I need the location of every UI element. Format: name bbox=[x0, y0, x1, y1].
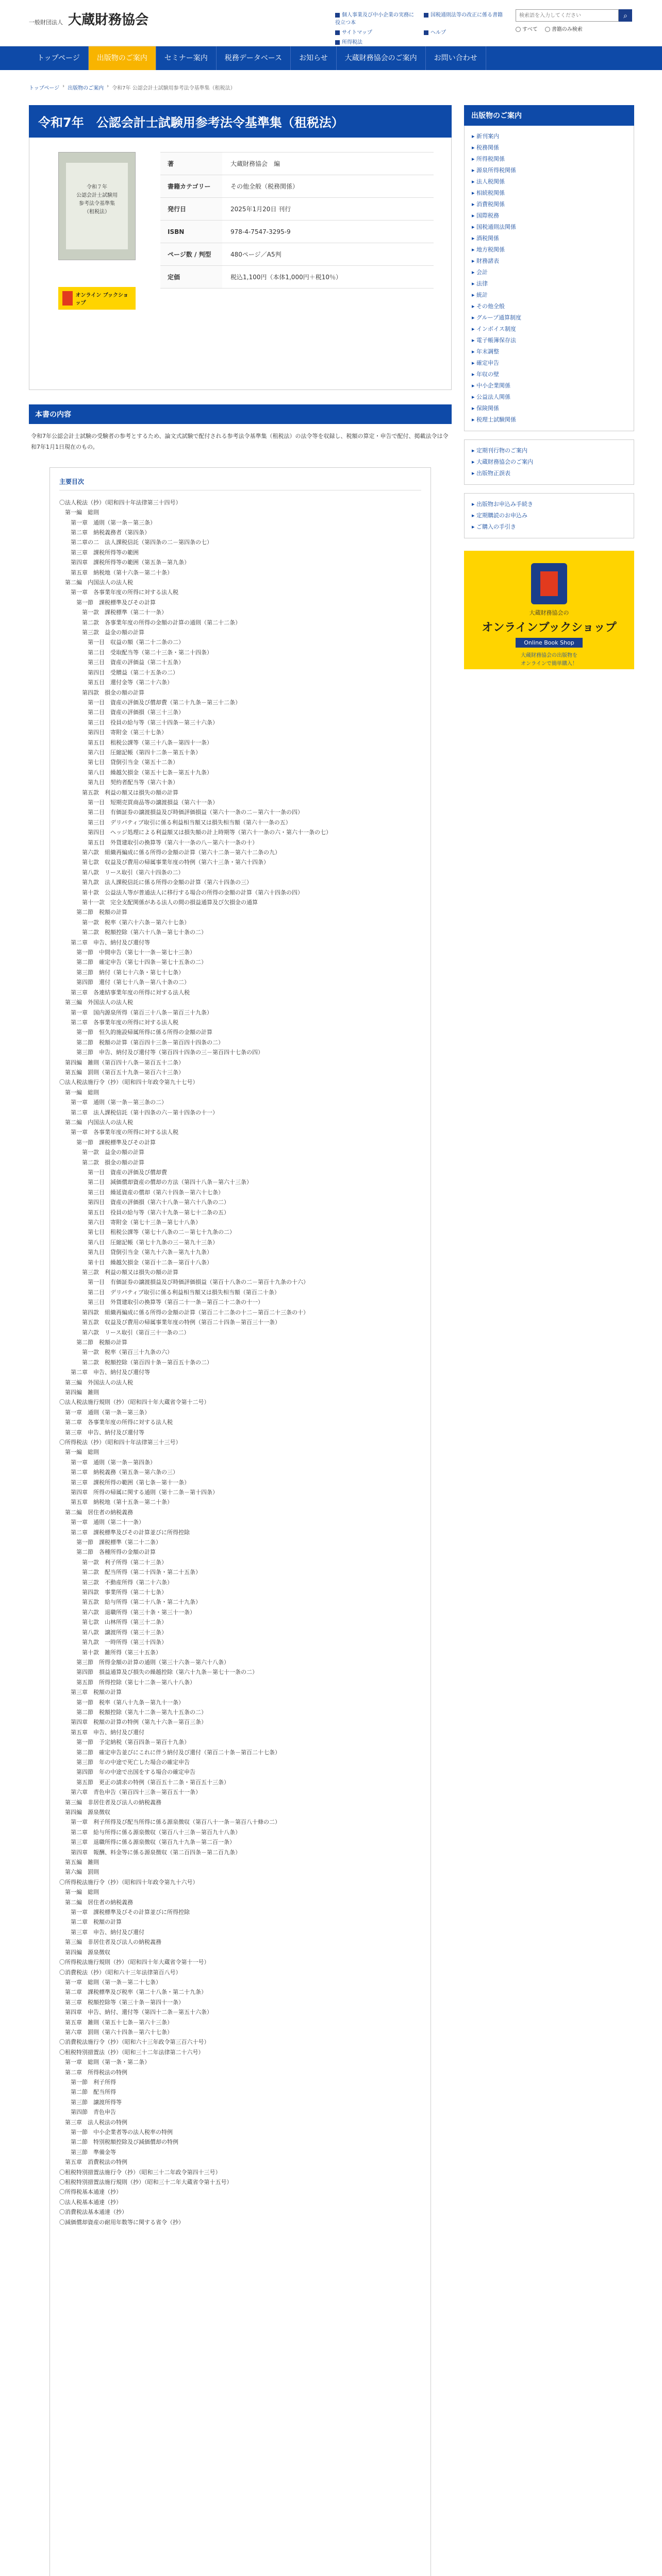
toc-line: 〇法人税法（抄）（昭和四十年法律第三十四号） bbox=[59, 499, 181, 506]
toc-line: 〇所得税基本通達（抄） bbox=[59, 2189, 122, 2196]
book-info bbox=[29, 138, 452, 390]
sidebar-link[interactable]: ▸ ご購入の手引き bbox=[472, 521, 626, 533]
toc-line: 第一章 総則（第一条・第二条） bbox=[59, 2059, 150, 2066]
toc-line: 第一章 通則（第一条－第四条） bbox=[59, 1459, 156, 1466]
toc-line: 第一款 税率（第百三十九条の六） bbox=[59, 1349, 173, 1356]
toc-line: 〇減価償却資産の耐用年数等に関する省令（抄） bbox=[59, 2218, 184, 2226]
toc-line: 第五節 更正の請求の特例（第百五十二条・第百五十三条） bbox=[59, 1778, 229, 1786]
toc-line: 第四目 ヘッジ処理による利益額又は損失額の計上時期等（第六十一条の六・第六十一条の七） bbox=[59, 829, 332, 836]
toc-line: 第四節 青色申告 bbox=[59, 2109, 116, 2116]
nav-seminar[interactable]: セミナー案内 bbox=[156, 46, 217, 70]
toc-line: 第一編 総則 bbox=[59, 1449, 99, 1456]
square-bullet-icon bbox=[335, 30, 340, 35]
org-small-label: 一般財団法人 bbox=[29, 19, 63, 26]
sidebar-item[interactable]: ▸ 新刊案内 bbox=[472, 131, 626, 142]
toc-line: 第一章 通則（第二十一条） bbox=[59, 1519, 144, 1526]
search-input[interactable] bbox=[516, 9, 619, 22]
toc-line: 第一編 総則 bbox=[59, 509, 99, 516]
toc-line: 第六章 罰則（第六十四条－第六十七条） bbox=[59, 2028, 173, 2036]
toc-line: 第四節 年の中途で出国をする場合の確定申告 bbox=[59, 1769, 195, 1776]
square-bullet-icon bbox=[335, 13, 340, 18]
spec-row: 定価 税込1,100円（本体1,000円＋税10％） bbox=[160, 266, 434, 289]
toc-line: 〇所得税法施行令（抄）（昭和四十年政令第九十六号） bbox=[59, 1878, 198, 1886]
toc-line: 第三款 不動産所得（第二十六条） bbox=[59, 1579, 173, 1586]
toc-line: 第五款 収益及び費用の帰属事業年度の特例（第百二十四条－第百三十一条） bbox=[59, 1319, 280, 1326]
toc-line: 第二章 税額の計算 bbox=[59, 1919, 122, 1926]
toc-line: 第一節 中小企業者等の法人税率の特例 bbox=[59, 2129, 173, 2136]
sidebar-item[interactable]: ▸ インボイス制度 bbox=[472, 324, 626, 335]
toc-line: 第一章 各事業年度の所得に対する法人税 bbox=[59, 1129, 178, 1136]
nav-top[interactable]: トップページ bbox=[29, 46, 89, 70]
toc-line: 第二章 課税標準及び税率（第二十八条・第二十九条） bbox=[59, 1989, 207, 1996]
toc-line: 〇所得税法（抄）（昭和四十年法律第三十三号） bbox=[59, 1438, 181, 1446]
sidebar-item[interactable]: ▸ 国税通則法関係 bbox=[472, 222, 626, 233]
section-heading: 本書の内容 bbox=[29, 404, 452, 424]
toc-line: 第二節 各種所得の金額の計算 bbox=[59, 1549, 156, 1556]
toc-line: 第十目 繰越欠損金（第百十二条－第百十八条） bbox=[59, 1259, 212, 1266]
toc-line: 第六款 組織再編成に係る所得の金額の計算（第六十二条－第六十二条の九） bbox=[59, 849, 280, 856]
toc-line: 〇所得税法施行規則（抄）（昭和四十年大蔵省令第十一号） bbox=[59, 1959, 210, 1966]
sidebar-link[interactable]: ▸ 定期刊行物のご案内 bbox=[472, 445, 626, 456]
sidebar-item[interactable]: ▸ 確定申告 bbox=[472, 358, 626, 369]
header-link[interactable]: 所得税法 bbox=[335, 38, 417, 45]
sidebar-item[interactable]: ▸ 国際税務 bbox=[472, 210, 626, 222]
toc-line: 第二款 税額控除（第六十八条－第七十条の二） bbox=[59, 929, 207, 936]
sidebar-item[interactable]: ▸ 所得税関係 bbox=[472, 154, 626, 165]
toc-line: 第一章 通則（第一条－第三条の二） bbox=[59, 1099, 167, 1106]
book-cover: 令和７年 公認会計士試験用 参考法令基準集 （租税法） bbox=[58, 152, 136, 260]
book-specs bbox=[160, 152, 434, 289]
sidebar-item[interactable]: ▸ 法人税関係 bbox=[472, 176, 626, 188]
sidebar-item[interactable]: ▸ その他全般 bbox=[472, 301, 626, 312]
toc-line: 第五款 利益の額又は損失の額の計算 bbox=[59, 789, 178, 796]
toc-line: 第一編 総則 bbox=[59, 1089, 99, 1096]
toc-line: 第五目 還付金等（第二十六条） bbox=[59, 679, 173, 686]
org-name: 大蔵財務協会 bbox=[68, 12, 149, 28]
toc-line: 第六編 罰則 bbox=[59, 1869, 99, 1876]
toc-line: 〇消費税法基本通達（抄） bbox=[59, 2209, 127, 2216]
toc-line: 第十一款 完全支配関係がある法人の間の損益通算及び欠損金の通算 bbox=[59, 899, 258, 906]
toc-line: 第二款 税額控除（第百四十条－第百五十条の二） bbox=[59, 1359, 212, 1366]
toc-line: 〇租税特別措置法施行令（抄）（昭和三十二年政令第四十三号） bbox=[59, 2168, 221, 2176]
toc-line: 第三編 非居住者及び法人の納税義務 bbox=[59, 1799, 161, 1806]
toc-line: 第三節 所得金額の計算の通則（第三十六条－第六十八条） bbox=[59, 1658, 229, 1666]
toc-line: 第二節 税額控除（第九十二条－第九十五条の二） bbox=[59, 1708, 207, 1716]
toc-line: 第二章 法人課税信託（第十四条の六－第十四条の十一） bbox=[59, 1109, 218, 1116]
toc-line: 〇法人税基本通達（抄） bbox=[59, 2198, 122, 2206]
breadcrumb-current: 令和7年 公認会計士試験用参考法令基準集（租税法） bbox=[112, 86, 236, 91]
sidebar-item[interactable]: ▸ 年末調整 bbox=[472, 346, 626, 358]
sidebar-item[interactable]: ▸ 酒税関係 bbox=[472, 233, 626, 244]
toc-line: 第二章 所得税法の特例 bbox=[59, 2069, 127, 2076]
spec-row: ISBN 978-4-7547-3295-9 bbox=[160, 221, 434, 243]
site-logo[interactable] bbox=[29, 9, 148, 28]
toc-line: 第二節 確定申告並びにこれに伴う納付及び還付（第百二十条－第百二十七条） bbox=[59, 1749, 280, 1756]
spec-row: 発行日 2025年1月20日 刊行 bbox=[160, 198, 434, 221]
toc-line: 第五章 納税地（第十六条－第二十条） bbox=[59, 569, 173, 576]
header-link[interactable]: サイトマップ bbox=[335, 28, 417, 36]
sidebar-links bbox=[464, 439, 634, 485]
toc-line: 第二編 内国法人の法人税 bbox=[59, 579, 133, 586]
toc-line: 第五節 所得控除（第七十二条－第八十八条） bbox=[59, 1679, 195, 1686]
toc-line: 第六目 圧縮記帳（第四十二条－第五十条） bbox=[59, 749, 201, 756]
sidebar-item[interactable]: ▸ 源泉所得税関係 bbox=[472, 165, 626, 176]
header-links bbox=[335, 10, 505, 45]
toc-line: 第三章 退職所得に係る源泉徴収（第百九十九条－第二百一条） bbox=[59, 1839, 235, 1846]
radio-icon bbox=[545, 27, 550, 32]
toc-line: 第二款 配当所得（第二十四条・第二十五条） bbox=[59, 1569, 201, 1576]
toc-line: 第四編 雑則（第百四十八条－第百五十二条） bbox=[59, 1059, 184, 1066]
toc-line: 第二節 特別税額控除及び減価償却の特例 bbox=[59, 2139, 178, 2146]
search-icon: ⌕ bbox=[623, 11, 627, 20]
toc-line: 第二目 デリバティブ取引に係る利益相当額又は損失相当額（第百二十条） bbox=[59, 1289, 280, 1296]
search-button[interactable] bbox=[619, 9, 632, 22]
toc-line: 第八款 リース取引（第六十四条の二） bbox=[59, 869, 184, 876]
toc-line: 第四編 源泉徴収 bbox=[59, 1948, 110, 1956]
sidebar-item[interactable]: ▸ 公益法人関係 bbox=[472, 392, 626, 403]
bookshop-icon bbox=[62, 291, 73, 306]
toc-line: 第三目 資産の評価益（第二十五条） bbox=[59, 659, 184, 666]
toc-line: 第二章 課税標準及びその計算並びに所得控除 bbox=[59, 1529, 190, 1536]
toc-line: 第三編 外国法人の法人税 bbox=[59, 1379, 133, 1386]
toc-line: 第四編 雑則 bbox=[59, 1388, 99, 1396]
toc-line: 第四款 事業所得（第二十七条） bbox=[59, 1589, 167, 1596]
global-nav bbox=[0, 46, 662, 70]
toc-line: 第一章 利子所得及び配当所得に係る源泉徴収（第百八十一条－第百八十條の二） bbox=[59, 1819, 280, 1826]
toc-line: 第四款 組織再編成に係る所得の金額の計算（第百二十二条の十二－第百二十三条の十） bbox=[59, 1309, 309, 1316]
toc-line: 第一款 課税標準（第二十一条） bbox=[59, 609, 167, 616]
toc-line: 第五編 罰則（第百五十九条－第百六十三条） bbox=[59, 1069, 184, 1076]
toc-line: 第一目 資産の評価及び償却費（第二十九条－第三十二条） bbox=[59, 699, 241, 706]
toc-line: 第二節 配当所得 bbox=[59, 2089, 116, 2096]
square-bullet-icon bbox=[424, 30, 428, 35]
sidebar-links-order bbox=[464, 493, 634, 538]
site-header bbox=[0, 0, 662, 46]
toc-line: 第二章 納税義務（第五条－第六条の三） bbox=[59, 1469, 178, 1476]
toc-line: 第四目 資産の評価損（第六十八条－第六十八条の二） bbox=[59, 1199, 229, 1206]
toc-line: 第二章 各事業年度の所得に対する法人税 bbox=[59, 1419, 173, 1426]
toc-line: 第七款 山林所得（第三十二条） bbox=[59, 1619, 167, 1626]
toc-line: 第一節 恒久的施設帰属所得に係る所得の金額の計算 bbox=[59, 1029, 212, 1036]
toc-line: 第四章 申告、納付、還付等（第四十二条－第五十六条） bbox=[59, 2009, 212, 2016]
toc-line: 第四節 還付（第七十八条－第八十条の二） bbox=[59, 979, 190, 986]
spec-row: 書籍カテゴリー その他全般（税務関係） bbox=[160, 175, 434, 198]
toc-line: 第八目 繰越欠損金（第五十七条－第五十九条） bbox=[59, 769, 212, 776]
toc-line: 第三目 外貨建取引の換算等（第百二十一条－第百二十二条の十一） bbox=[59, 1299, 263, 1306]
main-content bbox=[29, 105, 452, 2576]
toc-line: 第九款 法人課税信託に係る所得の金額の計算（第六十四条の三） bbox=[59, 879, 252, 886]
toc-line: 第三款 利益の額又は損失の額の計算 bbox=[59, 1269, 178, 1276]
toc-line: 第一節 利子所得 bbox=[59, 2078, 116, 2086]
toc-line: 第二目 減価償却資産の償却の方法（第四十八条－第六十三条） bbox=[59, 1179, 252, 1186]
toc-line: 第一章 総則（第一条－第二十七条） bbox=[59, 1978, 161, 1986]
sidebar-item[interactable]: ▸ 会計 bbox=[472, 267, 626, 278]
toc-heading: 主要目次 bbox=[59, 477, 421, 490]
nav-database[interactable]: 税務データベース bbox=[217, 46, 291, 70]
toc-line: 第二款 各事業年度の所得の金額の計算の通則（第二十二条） bbox=[59, 619, 241, 626]
sidebar-item[interactable]: ▸ 税理士試験関係 bbox=[472, 414, 626, 426]
toc-line: 〇法人税法施行令（抄）（昭和四十年政令第九十七号） bbox=[59, 1079, 198, 1086]
toc-line: 第五目 外貨建取引の換算等（第六十一条の八－第六十一条の十） bbox=[59, 839, 258, 846]
sidebar-link[interactable]: ▸ 出版物正誤表 bbox=[472, 468, 626, 479]
toc-line: 第二節 税額の計算（第百四十三条－第百四十四条の二） bbox=[59, 1039, 224, 1046]
sidebar-item[interactable]: ▸ 法律 bbox=[472, 278, 626, 290]
header-link[interactable]: ヘルプ bbox=[424, 28, 505, 36]
toc-line: 第三章 各連結事業年度の所得に対する法人税 bbox=[59, 989, 190, 996]
toc-line: 第一節 予定納税（第百四条－第百十九条） bbox=[59, 1739, 190, 1746]
toc-line: 第四款 損金の額の計算 bbox=[59, 689, 144, 696]
toc-line: 第一目 有価証券の譲渡損益及び時価評価損益（第百十八条の二－第百十九条の十六） bbox=[59, 1279, 309, 1286]
toc-line: 第七目 租税公課等（第七十八条の二－第七十九条の二） bbox=[59, 1229, 235, 1236]
online-bookshop-button[interactable]: オンライン ブックショップ bbox=[58, 287, 136, 310]
toc-line: 第二章 納税義務者（第四条） bbox=[59, 529, 150, 536]
toc-line: 第二目 有価証券の譲渡損益及び時価評価損益（第六十一条の二－第六十一条の四） bbox=[59, 809, 303, 816]
search-form bbox=[516, 9, 632, 22]
online-bookshop-banner[interactable]: 大蔵財務協会の オンラインブックショップ Online Book Shop 大蔵財務協会の出版物を オンラインで簡単購入！ bbox=[464, 551, 634, 669]
toc-line: 第九目 貸倒引当金（第九十六条－第九十九条） bbox=[59, 1249, 212, 1256]
table-of-contents bbox=[49, 467, 431, 2576]
sidebar-link[interactable]: ▸ 定期購読のお申込み bbox=[472, 510, 626, 521]
toc-line: 第四節 損益通算及び損失の繰越控除（第六十九条－第七十一条の二） bbox=[59, 1669, 258, 1676]
toc-line: 第五目 役員の給与等（第六十九条－第七十二条の五） bbox=[59, 1209, 229, 1216]
toc-line: 第三章 課税所得の範囲（第七条－第十一条） bbox=[59, 1479, 190, 1486]
content-section bbox=[29, 404, 452, 460]
toc-line: 第一目 短期売買商品等の譲渡損益（第六十一条） bbox=[59, 799, 218, 806]
sidebar-title: 出版物のご案内 bbox=[464, 105, 634, 126]
toc-line: 第一章 通則（第一条－第三条） bbox=[59, 519, 156, 526]
toc-line: 第一目 収益の額（第二十二条の二） bbox=[59, 639, 184, 646]
toc-line: 第四章 所得の帰属に関する通則（第十二条－第十四条） bbox=[59, 1489, 218, 1496]
square-bullet-icon bbox=[335, 40, 340, 45]
toc-line: 第二節 税額の計算 bbox=[59, 1338, 127, 1346]
toc-line: 第二章 給与所得に係る源泉徴収（第百八十三条－第百九十八条） bbox=[59, 1828, 241, 1836]
toc-line: 第五款 給与所得（第二十八条・第二十九条） bbox=[59, 1599, 201, 1606]
sidebar-item[interactable]: ▸ 税務関係 bbox=[472, 142, 626, 154]
breadcrumb-link[interactable]: 出版物のご案内 bbox=[68, 86, 104, 91]
toc-line: 第一章 各事業年度の所得に対する法人税 bbox=[59, 589, 178, 596]
toc-line: 第五編 雑則 bbox=[59, 1859, 99, 1866]
toc-line: 第三章 申告、納付及び還付 bbox=[59, 1928, 144, 1936]
toc-line: 第三章 税額控除等（第三十条－第四十一条） bbox=[59, 1998, 184, 2006]
toc-line: 第三章 税額の計算 bbox=[59, 1689, 122, 1696]
nav-contact[interactable]: お問い合わせ bbox=[426, 46, 486, 70]
square-bullet-icon bbox=[424, 13, 428, 18]
bookshop-icon bbox=[531, 563, 567, 604]
toc-line: 第三編 非居住者及び法人の納税義務 bbox=[59, 1939, 161, 1946]
sidebar-item[interactable]: ▸ 財務諸表 bbox=[472, 256, 626, 267]
toc-line: 第二款 損金の額の計算 bbox=[59, 1159, 144, 1166]
book-description: 令和7年公認会計士試験の受験者の参考とするため、論文式試験で配付される参考法令基準集（租税法）の法令等を収録し、税額の算定・申告で配付、掲載法令は令和7年1月1日現在のもの。 bbox=[31, 433, 449, 450]
sidebar-item[interactable]: ▸ 保険関係 bbox=[472, 403, 626, 414]
radio-icon bbox=[516, 27, 521, 32]
toc-line: 第三節 申告、納付及び還付等（第百四十四条の三－第百四十七条の四） bbox=[59, 1049, 263, 1056]
page-title: 令和7年 公認会計士試験用参考法令基準集（租税法） bbox=[29, 105, 452, 138]
toc-line: 第二目 受取配当等（第二十三条・第二十四条） bbox=[59, 649, 212, 656]
sidebar-item[interactable]: ▸ 年収の壁 bbox=[472, 369, 626, 380]
toc-line: 第八目 圧縮記帳（第七十九条の三－第九十三条） bbox=[59, 1239, 218, 1246]
toc-line: 第一節 税率（第八十九条－第九十一条） bbox=[59, 1699, 184, 1706]
toc-line: 第二章 申告、納付及び還付等 bbox=[59, 1369, 150, 1376]
sidebar-categories bbox=[464, 126, 634, 431]
search-options bbox=[516, 25, 583, 32]
toc-line: 第九目 契約者配当等（第六十条） bbox=[59, 779, 178, 786]
toc-line: 第五章 納税地（第十五条－第二十条） bbox=[59, 1499, 173, 1506]
sidebar-item[interactable]: ▸ 電子帳簿保存法 bbox=[472, 335, 626, 346]
toc-line: 第二章 申告、納付及び還付等 bbox=[59, 939, 150, 946]
toc-line: 第二章 各事業年度の所得に対する法人税 bbox=[59, 1019, 178, 1026]
toc-line: 第六章 青色申告（第百四十三条－第百五十一条） bbox=[59, 1789, 201, 1796]
breadcrumb-link[interactable]: トップページ bbox=[29, 86, 60, 91]
toc-line: 第八款 譲渡所得（第三十三条） bbox=[59, 1629, 167, 1636]
toc-line: 第六目 寄附金（第七十三条－第七十八条） bbox=[59, 1219, 201, 1226]
toc-line: 第二編 内国法人の法人税 bbox=[59, 1118, 133, 1126]
breadcrumb: トップページ › 出版物のご案内 › 令和7年 公認会計士試験用参考法令基準集（租税法） bbox=[29, 83, 236, 91]
toc-line: 第二編 居住者の納税義務 bbox=[59, 1509, 133, 1516]
sidebar-item[interactable]: ▸ グループ通算制度 bbox=[472, 312, 626, 324]
toc-line: 第四目 寄附金（第三十七条） bbox=[59, 729, 167, 736]
toc-line: 第四編 源泉徴収 bbox=[59, 1809, 110, 1816]
toc-line: 第一編 総則 bbox=[59, 1889, 99, 1896]
nav-publications[interactable]: 出版物のご案内 bbox=[89, 46, 156, 70]
toc-line: 〇法人税法施行規則（抄）（昭和四十年大蔵省令第十二号） bbox=[59, 1399, 210, 1406]
toc-line: 第十款 公益法人等が普通法人に移行する場合の所得の金額の計算（第六十四条の四） bbox=[59, 889, 303, 896]
header-link[interactable]: 国税通則法等の改正に係る書籍 bbox=[424, 10, 505, 26]
header-link[interactable]: 個人事業及び中小企業の実務に役立つ本 bbox=[335, 12, 414, 26]
toc-line: 第三章 法人税法の特例 bbox=[59, 2119, 127, 2126]
toc-line: 第五章 消費税法の特例 bbox=[59, 2159, 127, 2166]
toc-line: 第一節 課税標準及びその計算 bbox=[59, 1139, 156, 1146]
toc-line: 第三節 納付（第七十六条・第七十七条） bbox=[59, 969, 184, 976]
toc-line: 第三目 デリバティブ取引に係る利益相当額又は損失相当額（第六十一条の五） bbox=[59, 819, 291, 826]
sidebar-item[interactable]: ▸ 消費税関係 bbox=[472, 199, 626, 210]
sidebar-item[interactable]: ▸ 中小企業関係 bbox=[472, 380, 626, 392]
toc-line: 第四章 税額の計算の特例（第九十六条－第百三条） bbox=[59, 1719, 207, 1726]
sidebar bbox=[464, 105, 634, 669]
sidebar-link[interactable]: ▸ 大蔵財務協会のご案内 bbox=[472, 456, 626, 468]
toc-line: 第一節 課税標準（第二十二条） bbox=[59, 1539, 161, 1546]
sidebar-item[interactable]: ▸ 統計 bbox=[472, 290, 626, 301]
toc-line: 第一目 資産の評価及び償却費 bbox=[59, 1169, 167, 1176]
toc-line: 第六款 リース取引（第百三十一条の二） bbox=[59, 1329, 190, 1336]
toc-line: 第一章 通則（第一条－第三条） bbox=[59, 1409, 150, 1416]
toc-line: 第三目 役員の給与等（第三十四条－第三十六条） bbox=[59, 719, 218, 726]
toc-line: 第三章 申告、納付及び還付等 bbox=[59, 1429, 144, 1436]
spec-row: ページ数 / 判型 480ページ／A5判 bbox=[160, 243, 434, 266]
toc-line: 第三節 年の中途で死亡した場合の確定申告 bbox=[59, 1758, 190, 1766]
toc-line: 第六款 退職所得（第三十条・第三十一条） bbox=[59, 1608, 195, 1616]
toc-line: 〇消費税法（抄）（昭和六十三年法律第百八号） bbox=[59, 1969, 181, 1976]
sidebar-item[interactable]: ▸ 相続税関係 bbox=[472, 188, 626, 199]
toc-line: 第五章 雑則（第五十七条－第六十三条） bbox=[59, 2019, 173, 2026]
toc-line: 第三節 準備金等 bbox=[59, 2148, 116, 2156]
toc-line: 第二節 確定申告（第七十四条－第七十五条の二） bbox=[59, 959, 207, 966]
search-option-all[interactable]: すべて bbox=[516, 25, 538, 32]
toc-line: 第七款 収益及び費用の帰属事業年度の特例（第六十三条・第六十四条） bbox=[59, 859, 269, 866]
spec-row: 著 大蔵財務協会 編 bbox=[160, 152, 434, 175]
toc-line: 第四目 受贈益（第二十五条の二） bbox=[59, 669, 178, 676]
toc-line: 第一款 税率（第六十六条－第六十七条） bbox=[59, 919, 190, 926]
toc-line: 第一章 課税標準及びその計算並びに所得控除 bbox=[59, 1909, 190, 1916]
toc-line: 第二章の二 法人課税信託（第四条の二－第四条の七） bbox=[59, 539, 212, 546]
search-option-books[interactable]: 書籍のみ検索 bbox=[545, 25, 583, 32]
toc-line: 第二節 税額の計算 bbox=[59, 909, 127, 916]
toc-line: 第五目 租税公課等（第三十八条－第四十一条） bbox=[59, 739, 212, 746]
nav-news[interactable]: お知らせ bbox=[291, 46, 337, 70]
toc-line: 第五章 申告、納付及び還付 bbox=[59, 1728, 144, 1736]
toc-line: 〇消費税法施行令（抄）（昭和六十三年政令第三百六十号） bbox=[59, 2039, 210, 2046]
toc-line: 第九款 一時所得（第三十四条） bbox=[59, 1639, 167, 1646]
toc-line: 第三款 益金の額の計算 bbox=[59, 629, 144, 636]
toc-line: 第二目 資産の評価損（第三十三条） bbox=[59, 709, 184, 716]
toc-line: 第一款 利子所得（第二十三条） bbox=[59, 1558, 167, 1566]
toc-list bbox=[59, 498, 421, 2227]
toc-line: 第四章 報酬、料金等に係る源泉徴収（第二百四条－第二百九条） bbox=[59, 1849, 241, 1856]
toc-line: 第一節 中間申告（第七十一条－第七十三条） bbox=[59, 949, 195, 956]
toc-line: 第一節 課税標準及びその計算 bbox=[59, 599, 156, 606]
toc-line: 第三章 課税所得等の範囲 bbox=[59, 549, 139, 556]
toc-line: 第三節 譲渡所得等 bbox=[59, 2098, 122, 2106]
toc-line: 第一章 国内源泉所得（第百三十八条－第百三十九条） bbox=[59, 1009, 212, 1016]
toc-line: 第七目 貸倒引当金（第五十二条） bbox=[59, 759, 178, 766]
sidebar-item[interactable]: ▸ 地方税関係 bbox=[472, 244, 626, 256]
toc-line: 〇租税特別措置法（抄）（昭和三十二年法律第二十六号） bbox=[59, 2048, 204, 2056]
nav-about[interactable]: 大蔵財務協会のご案内 bbox=[337, 46, 426, 70]
toc-line: 第一款 益金の額の計算 bbox=[59, 1149, 144, 1156]
toc-line: 第四章 課税所得等の範囲（第五条－第九条） bbox=[59, 559, 190, 566]
toc-line: 第三目 繰延資産の償却（第六十四条－第六十七条） bbox=[59, 1189, 224, 1196]
toc-line: 第十款 雑所得（第三十五条） bbox=[59, 1649, 161, 1656]
toc-line: 〇租税特別措置法施行規則（抄）（昭和三十二年大蔵省令第十五号） bbox=[59, 2179, 233, 2186]
sidebar-link[interactable]: ▸ 出版物お申込み手続き bbox=[472, 499, 626, 510]
toc-line: 第三編 外国法人の法人税 bbox=[59, 999, 133, 1006]
toc-line: 第二編 居住者の納税義務 bbox=[59, 1899, 133, 1906]
